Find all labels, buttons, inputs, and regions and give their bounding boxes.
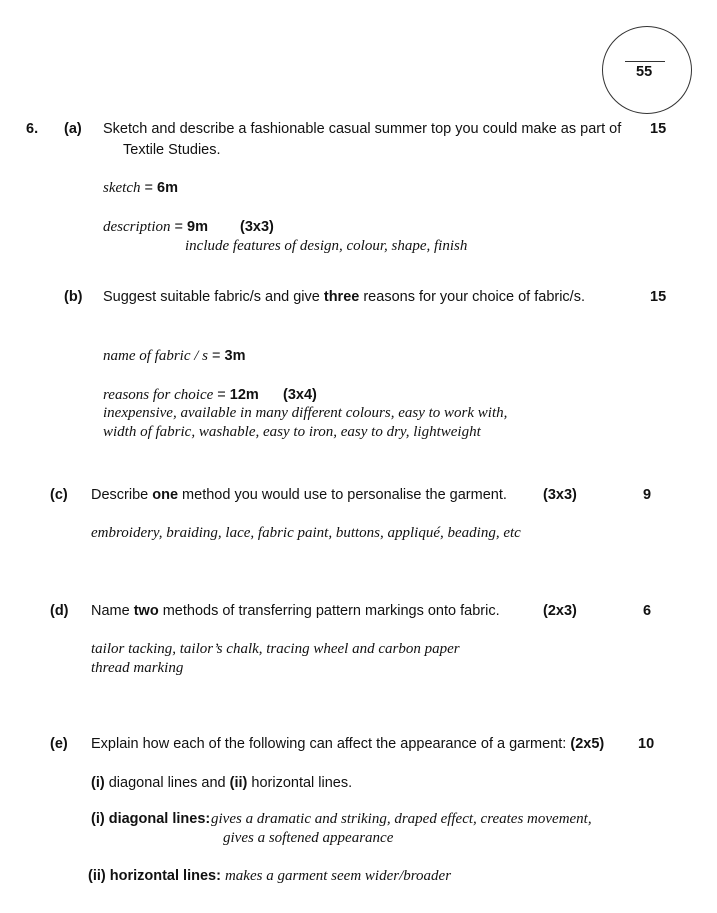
- reasons-value: 12m: [229, 387, 259, 403]
- sub-ii-label: (ii): [229, 775, 248, 791]
- part-c-label: (c): [50, 487, 68, 503]
- part-c-answer: embroidery, braiding, lace, fabric paint, buttons, appliqué, beading, etc: [91, 525, 521, 541]
- part-a-sketch-row: [103, 180, 178, 197]
- part-c-question-bold: one: [152, 487, 179, 503]
- part-b-question: [103, 289, 585, 305]
- part-e-marks: 10: [638, 736, 655, 752]
- part-a-marks: 15: [650, 121, 667, 137]
- reasons-eq: =: [213, 387, 230, 403]
- description-value: 9m: [187, 219, 208, 235]
- diagonal-line2: gives a softened appearance: [223, 830, 394, 846]
- part-a-label: (a): [64, 121, 82, 137]
- part-b-label: (b): [64, 289, 83, 305]
- part-e-breakdown: (2x5): [570, 736, 605, 752]
- total-marks: 55: [636, 64, 653, 80]
- reasons-line1: inexpensive, available in many different colours, easy to work with,: [103, 405, 508, 421]
- diagonal-label: (i) diagonal lines:: [91, 811, 211, 827]
- part-c-breakdown: (3x3): [543, 487, 577, 503]
- part-c-question-pre: Describe: [91, 487, 153, 503]
- horizontal-label: (ii) horizontal lines:: [88, 868, 221, 884]
- part-a-question-line1: Sketch and describe a fashionable casual summer top you could make as part of: [103, 121, 622, 137]
- total-marks-line: [625, 61, 665, 62]
- reasons-label: reasons for choice: [103, 387, 214, 403]
- part-e-question: [91, 736, 604, 752]
- reasons-breakdown: (3x4): [283, 387, 317, 403]
- part-e-subparts: [91, 775, 352, 791]
- part-c-question: [91, 487, 507, 503]
- description-breakdown: (3x3): [240, 219, 274, 235]
- part-b-question-pre: Suggest suitable fabric/s and give: [103, 289, 324, 305]
- part-d-answer-line2: thread marking: [91, 660, 184, 676]
- name-label: name of fabric / s: [103, 348, 208, 364]
- part-d-breakdown: (2x3): [543, 603, 577, 619]
- description-label: description: [103, 219, 171, 235]
- part-d-question-bold: two: [133, 603, 159, 619]
- part-b-question-bold: three: [323, 289, 360, 305]
- part-d-answer-line1: tailor tacking, tailor’s chalk, tracing wheel and carbon paper: [91, 641, 460, 657]
- part-c-marks: 9: [643, 487, 652, 503]
- sub-i-label: (i): [91, 775, 105, 791]
- part-d-marks: 6: [643, 603, 652, 619]
- question-number: 6.: [26, 121, 39, 137]
- part-a-description-row: [103, 219, 208, 236]
- part-b-question-post: reasons for your choice of fabric/s.: [359, 289, 585, 305]
- sub-ii-text: horizontal lines.: [247, 775, 353, 791]
- reasons-line2: width of fabric, washable, easy to iron, easy to dry, lightweight: [103, 424, 481, 440]
- description-note: include features of design, colour, shape, finish: [185, 238, 468, 254]
- horizontal-row: [88, 868, 451, 885]
- part-a-question-line2: Textile Studies.: [123, 142, 221, 158]
- diagonal-line1: gives a dramatic and striking, draped effect, creates movement,: [211, 811, 592, 827]
- sketch-value: 6m: [157, 180, 178, 196]
- part-d-label: (d): [50, 603, 69, 619]
- part-b-name-row: [103, 348, 246, 365]
- part-d-question: [91, 603, 500, 619]
- part-d-question-pre: Name: [91, 603, 134, 619]
- part-b-reasons-row: [103, 387, 259, 404]
- sketch-eq: =: [140, 180, 158, 196]
- part-b-marks: 15: [650, 289, 667, 305]
- description-eq: =: [170, 219, 188, 235]
- name-value: 3m: [224, 348, 246, 364]
- part-d-question-post: methods of transferring pattern markings onto fabric.: [158, 603, 500, 619]
- part-e-label: (e): [50, 736, 68, 752]
- sub-i-text: diagonal lines and: [104, 775, 230, 791]
- name-eq: =: [208, 348, 225, 364]
- horizontal-text: makes a garment seem wider/broader: [224, 868, 452, 884]
- part-c-question-post: method you would use to personalise the garment.: [178, 487, 507, 503]
- part-e-question-text: Explain how each of the following can affect the appearance of a garment:: [91, 736, 571, 752]
- sketch-label: sketch: [103, 180, 141, 196]
